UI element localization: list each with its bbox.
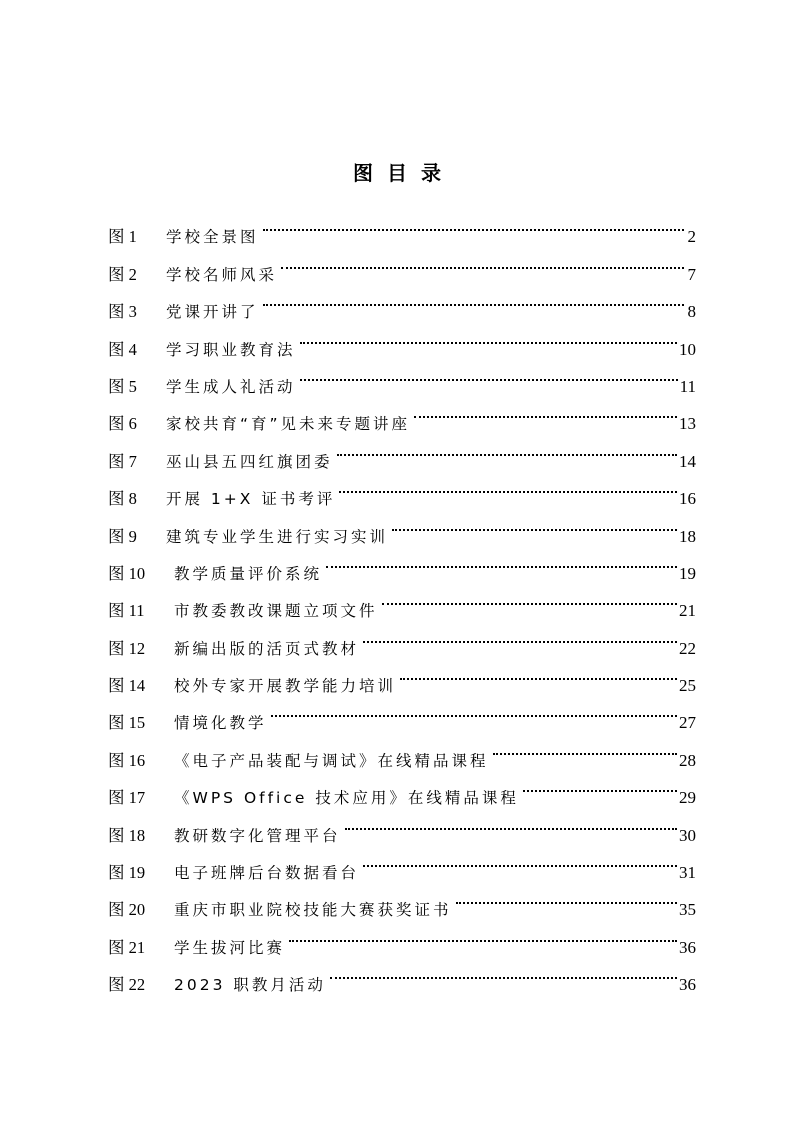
dot-leader <box>263 205 684 242</box>
figure-label: 图 2 <box>108 264 137 284</box>
figure-label: 图 1 <box>108 227 137 247</box>
figure-caption: 《电子产品装配与调试》在线精品课程 <box>174 751 489 770</box>
page-number: 8 <box>687 302 696 322</box>
page-number: 30 <box>679 825 696 845</box>
figure-label: 图 7 <box>108 451 137 471</box>
figure-label: 图 15 <box>108 713 146 733</box>
page-number: 10 <box>679 339 696 359</box>
page-number: 7 <box>687 264 696 284</box>
page-number: 14 <box>679 451 696 471</box>
figure-label: 图 8 <box>108 489 137 509</box>
figure-label: 图 4 <box>108 339 137 359</box>
dot-leader <box>339 467 677 504</box>
page-number: 11 <box>679 376 696 396</box>
figure-caption: 学校名师风采 <box>166 265 278 284</box>
figure-label: 图 6 <box>108 414 137 434</box>
dot-leader <box>345 803 677 840</box>
figure-caption: 党课开讲了 <box>166 303 259 322</box>
figure-label: 图 11 <box>108 601 145 621</box>
figure-caption: 开展 1+X 证书考评 <box>166 490 336 509</box>
figure-label: 图 3 <box>108 302 137 322</box>
figure-caption: 学生成人礼活动 <box>166 377 296 396</box>
dot-leader <box>382 579 677 616</box>
page-number: 13 <box>679 414 696 434</box>
toc-entry[interactable] <box>108 205 696 247</box>
figure-label: 图 12 <box>108 638 146 658</box>
figure-caption: 校外专家开展教学能力培训 <box>174 677 397 696</box>
dot-leader <box>300 355 678 392</box>
figure-label: 图 14 <box>108 676 146 696</box>
figure-caption: 新编出版的活页式教材 <box>174 639 360 658</box>
figure-caption: 巫山县五四红旗团委 <box>166 452 333 471</box>
figure-label: 图 20 <box>108 900 146 920</box>
dot-leader <box>456 878 677 915</box>
figure-label: 图 9 <box>108 526 137 546</box>
dot-leader <box>493 728 677 765</box>
page-number: 16 <box>679 489 696 509</box>
page-number: 22 <box>679 638 696 658</box>
figure-label: 图 19 <box>108 863 146 883</box>
figure-label: 图 18 <box>108 825 146 845</box>
page-number: 35 <box>679 900 696 920</box>
figure-caption: 市教委教改课题立项文件 <box>174 602 378 621</box>
dot-leader <box>363 616 677 653</box>
figure-caption: 家校共育“育”见未来专题讲座 <box>166 415 411 434</box>
figure-caption: 教研数字化管理平台 <box>174 826 341 845</box>
figure-label: 图 5 <box>108 376 137 396</box>
figure-caption: 教学质量评价系统 <box>174 564 323 583</box>
figure-caption: 重庆市职业院校技能大赛获奖证书 <box>174 901 452 920</box>
figure-caption: 学校全景图 <box>166 228 259 247</box>
dot-leader <box>363 841 677 878</box>
figure-label: 图 16 <box>108 750 146 770</box>
dot-leader <box>263 280 684 317</box>
figure-caption: 情境化教学 <box>174 714 267 733</box>
page-number: 27 <box>679 713 696 733</box>
dot-leader <box>400 654 677 691</box>
figure-caption: 电子班牌后台数据看台 <box>174 864 360 883</box>
figure-label: 图 10 <box>108 563 146 583</box>
page-number: 21 <box>679 601 696 621</box>
dot-leader <box>330 953 677 990</box>
dot-leader <box>392 504 677 541</box>
dot-leader <box>281 242 684 279</box>
figure-caption: 2023 职教月活动 <box>174 976 326 995</box>
figure-label: 图 22 <box>108 975 146 995</box>
page-number: 19 <box>679 563 696 583</box>
dot-leader <box>523 766 677 803</box>
dot-leader <box>271 691 677 728</box>
figure-caption: 学习职业教育法 <box>166 340 296 359</box>
dot-leader <box>326 542 677 579</box>
page-number: 28 <box>679 750 696 770</box>
figure-toc-list <box>108 205 696 995</box>
dot-leader <box>414 392 677 429</box>
dot-leader <box>289 915 677 952</box>
figure-caption: 学生拔河比赛 <box>174 938 286 957</box>
page-number: 25 <box>679 676 696 696</box>
figure-label: 图 21 <box>108 937 146 957</box>
dot-leader <box>300 317 677 354</box>
dot-leader <box>337 429 677 466</box>
page-title: 图目录 <box>353 161 455 186</box>
page-number: 18 <box>679 526 696 546</box>
figure-label: 图 17 <box>108 788 146 808</box>
page-number: 31 <box>679 863 696 883</box>
page-number: 36 <box>679 937 696 957</box>
figure-caption: 建筑专业学生进行实习实训 <box>166 527 389 546</box>
page-number: 2 <box>687 227 696 247</box>
figure-caption: 《WPS Office 技术应用》在线精品课程 <box>174 789 519 808</box>
page-number: 36 <box>679 975 696 995</box>
page-number: 29 <box>679 788 696 808</box>
